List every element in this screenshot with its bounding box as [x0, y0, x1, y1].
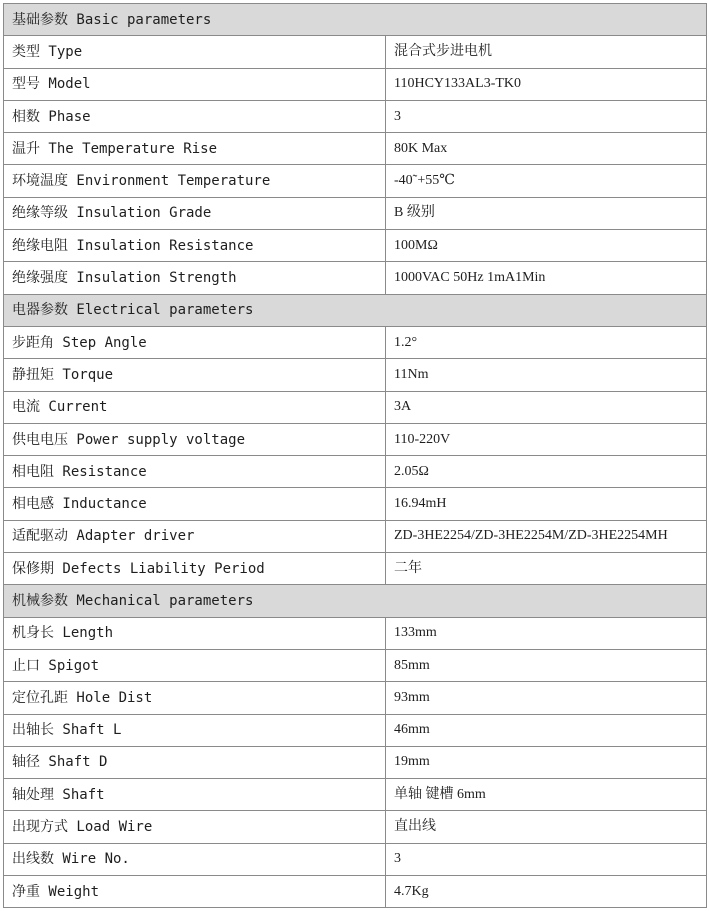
param-value: 85mm [386, 649, 707, 681]
table-row [4, 165, 707, 197]
section-header-basic [4, 4, 707, 36]
param-label: 环境温度 Environment Temperature [4, 165, 386, 197]
table-row [4, 876, 707, 908]
param-label: 绝缘等级 Insulation Grade [4, 197, 386, 229]
param-value: 80K Max [386, 133, 707, 165]
table-row [4, 133, 707, 165]
param-label: 出现方式 Load Wire [4, 811, 386, 843]
param-value: 19mm [386, 746, 707, 778]
table-row [4, 649, 707, 681]
param-label: 适配驱动 Adapter driver [4, 520, 386, 552]
param-value: 100MΩ [386, 230, 707, 262]
param-label: 止口 Spigot [4, 649, 386, 681]
param-value: 3A [386, 391, 707, 423]
param-label: 类型 Type [4, 36, 386, 68]
table-row [4, 197, 707, 229]
param-value: 4.7Kg [386, 876, 707, 908]
param-value: 46mm [386, 714, 707, 746]
param-value: 混合式步进电机 [386, 36, 707, 68]
param-label: 相数 Phase [4, 100, 386, 132]
param-value: 3 [386, 843, 707, 875]
table-row [4, 391, 707, 423]
param-value: B 级别 [386, 197, 707, 229]
param-value: 直出线 [386, 811, 707, 843]
table-row [4, 746, 707, 778]
table-row [4, 456, 707, 488]
param-value: 110-220V [386, 423, 707, 455]
table-row [4, 553, 707, 585]
param-label: 步距角 Step Angle [4, 326, 386, 358]
param-value: 11Nm [386, 359, 707, 391]
param-label: 相电阻 Resistance [4, 456, 386, 488]
param-value: 133mm [386, 617, 707, 649]
param-label: 相电感 Inductance [4, 488, 386, 520]
section-header-mechanical [4, 585, 707, 617]
table-row [4, 36, 707, 68]
param-value: -40˜+55℃ [386, 165, 707, 197]
spec-table [3, 3, 707, 908]
param-label: 出轴长 Shaft L [4, 714, 386, 746]
param-label: 温升 The Temperature Rise [4, 133, 386, 165]
table-row [4, 682, 707, 714]
param-label: 型号 Model [4, 68, 386, 100]
table-row [4, 520, 707, 552]
param-value: 3 [386, 100, 707, 132]
param-label: 出线数 Wire No. [4, 843, 386, 875]
param-value: 二年 [386, 553, 707, 585]
table-row [4, 488, 707, 520]
param-label: 轴处理 Shaft [4, 779, 386, 811]
section-header-electrical [4, 294, 707, 326]
table-row [4, 779, 707, 811]
table-row [4, 617, 707, 649]
param-value: 单轴 键槽 6mm [386, 779, 707, 811]
table-row [4, 100, 707, 132]
param-label: 供电电压 Power supply voltage [4, 423, 386, 455]
param-label: 定位孔距 Hole Dist [4, 682, 386, 714]
param-value: 1.2° [386, 326, 707, 358]
param-label: 静扭矩 Torque [4, 359, 386, 391]
param-label: 轴径 Shaft D [4, 746, 386, 778]
param-label: 机身长 Length [4, 617, 386, 649]
table-row [4, 68, 707, 100]
table-row [4, 843, 707, 875]
table-row [4, 359, 707, 391]
param-label: 绝缘电阻 Insulation Resistance [4, 230, 386, 262]
table-row [4, 230, 707, 262]
param-value: 110HCY133AL3-TK0 [386, 68, 707, 100]
table-row [4, 714, 707, 746]
param-label: 电流 Current [4, 391, 386, 423]
param-label: 绝缘强度 Insulation Strength [4, 262, 386, 294]
table-row [4, 326, 707, 358]
param-value: ZD-3HE2254/ZD-3HE2254M/ZD-3HE2254MH [386, 520, 707, 552]
param-value: 93mm [386, 682, 707, 714]
section-title: 机械参数 Mechanical parameters [4, 585, 707, 617]
param-value: 1000VAC 50Hz 1mA1Min [386, 262, 707, 294]
section-title: 电器参数 Electrical parameters [4, 294, 707, 326]
param-value: 2.05Ω [386, 456, 707, 488]
param-label: 保修期 Defects Liability Period [4, 553, 386, 585]
param-label: 净重 Weight [4, 876, 386, 908]
section-title: 基础参数 Basic parameters [4, 4, 707, 36]
param-value: 16.94mH [386, 488, 707, 520]
table-row [4, 423, 707, 455]
table-row [4, 262, 707, 294]
table-row [4, 811, 707, 843]
